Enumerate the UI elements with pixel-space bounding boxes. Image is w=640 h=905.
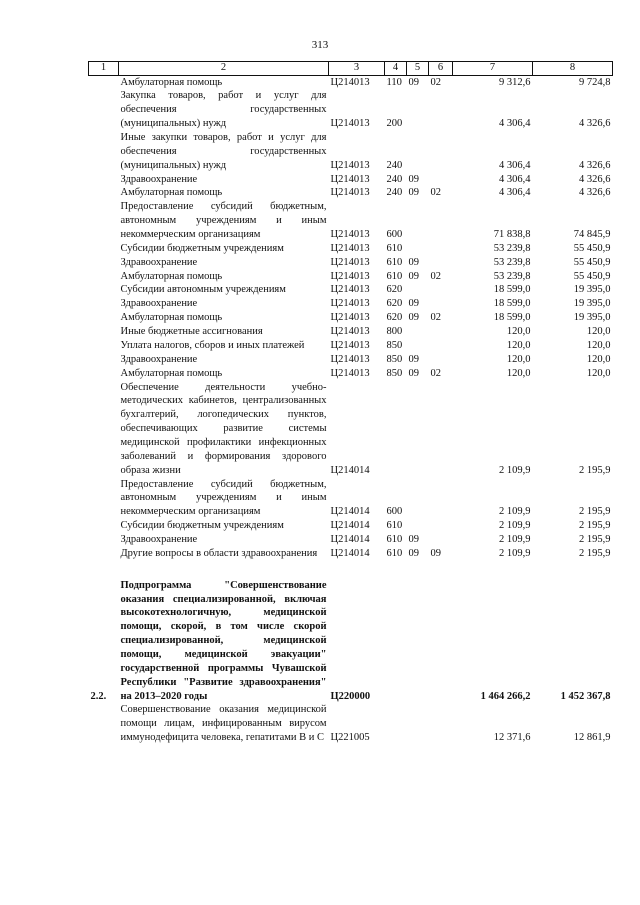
row-value-2019: 53 239,8 — [493, 270, 531, 282]
table-row — [89, 89, 613, 131]
row-col-4: 240 — [386, 187, 403, 199]
row-col-6: 02 — [430, 270, 441, 282]
row-value-2020: 4 326,6 — [579, 118, 611, 130]
budget-table — [88, 61, 613, 745]
row-col-5: 09 — [408, 187, 419, 199]
table-row — [89, 381, 613, 478]
row-name: Предоставление субсидий бюджетным, автономным учреждениям и иным некоммерческим организациям — [120, 201, 327, 241]
row-value-2020: 74 845,9 — [573, 229, 611, 241]
row-col-4 — [385, 579, 407, 704]
row-value-2019: 120,0 — [506, 353, 531, 365]
row-name: Подпрограмма "Совершенствование оказания специализированной, включая высокотехнологичную, медицинской помощи, скорой, в том числе скорой специализированной, медицинской помощи, медицинской эвакуации" государственной программы Чувашской Республики "Развитие здравоохранения" на 2013–2020 годы — [120, 579, 327, 702]
row-value-2019: 120,0 — [506, 339, 531, 351]
row-code: Ц214013 — [330, 256, 370, 268]
row-col-6 — [429, 200, 453, 242]
row-col-6: 02 — [430, 367, 441, 379]
row-name: Закупка товаров, работ и услуг для обеспечения государственных (муниципальных) нужд — [120, 90, 327, 130]
row-number — [89, 186, 119, 200]
row-col-5: 09 — [408, 256, 419, 268]
row-value-2019: 2 109,9 — [499, 464, 531, 476]
row-col-4: 610 — [386, 256, 403, 268]
row-number — [89, 339, 119, 353]
row-number: 2.2. — [90, 690, 107, 702]
header-col-2: 2 — [119, 62, 329, 76]
row-number — [89, 283, 119, 297]
row-code: Ц214013 — [330, 284, 370, 296]
row-col-6 — [429, 579, 453, 704]
row-number — [89, 173, 119, 187]
row-col-4: 600 — [386, 229, 403, 241]
table-row — [89, 579, 613, 704]
row-col-6 — [429, 283, 453, 297]
row-col-4: 200 — [386, 118, 403, 130]
row-col-6 — [429, 339, 453, 353]
row-col-5: 09 — [408, 547, 419, 559]
row-code: Ц214014 — [330, 520, 370, 532]
row-col-6 — [429, 353, 453, 367]
row-col-4: 620 — [386, 312, 403, 324]
table-row — [89, 519, 613, 533]
row-name: Субсидии бюджетным учреждениям — [120, 520, 284, 532]
row-code: Ц214013 — [330, 298, 370, 310]
row-col-6 — [429, 173, 453, 187]
row-code: Ц214013 — [330, 159, 370, 171]
header-col-4: 4 — [385, 62, 407, 76]
row-col-4: 620 — [386, 298, 403, 310]
row-value-2019: 120,0 — [506, 367, 531, 379]
row-name: Здравоохранение — [120, 173, 198, 185]
row-name: Амбулаторная помощь — [120, 367, 223, 379]
row-name: Здравоохранение — [120, 353, 198, 365]
row-col-5: 09 — [408, 76, 419, 88]
row-value-2019: 9 312,6 — [499, 76, 531, 88]
row-col-5 — [407, 703, 429, 745]
row-number — [89, 478, 119, 520]
row-value-2020: 120,0 — [586, 353, 611, 365]
header-col-8: 8 — [533, 62, 613, 76]
row-name: Амбулаторная помощь — [120, 187, 223, 199]
table-row — [89, 547, 613, 561]
row-value-2019: 71 838,8 — [493, 229, 531, 241]
row-value-2019: 53 239,8 — [493, 242, 531, 254]
table-row — [89, 533, 613, 547]
row-number — [89, 519, 119, 533]
row-name: Здравоохранение — [120, 256, 198, 268]
row-value-2020: 12 861,9 — [573, 732, 611, 744]
row-col-4: 610 — [386, 270, 403, 282]
row-value-2020: 4 326,6 — [579, 159, 611, 171]
row-name: Совершенствование оказания медицинской помощи лицам, инфицированным вирусом иммунодефицита человека, гепатитами B и C — [120, 704, 327, 744]
row-value-2019: 4 306,4 — [499, 187, 531, 199]
row-name: Обеспечение деятельности учебно-методических кабинетов, централизованных бухгалтерий, логопедических пунктов, обеспечивающих развитие системы медицинской профилактики инфекционных заболеваний и формирования здорового образа жизни — [120, 381, 327, 476]
row-value-2019: 18 599,0 — [493, 312, 531, 324]
row-col-5: 09 — [408, 173, 419, 185]
row-col-4: 610 — [386, 520, 403, 532]
row-col-4: 850 — [386, 353, 403, 365]
row-number — [89, 256, 119, 270]
row-value-2020: 2 195,9 — [579, 464, 611, 476]
row-code: Ц220000 — [330, 690, 371, 702]
row-number — [89, 131, 119, 173]
row-value-2019: 120,0 — [506, 326, 531, 338]
row-value-2020: 120,0 — [586, 326, 611, 338]
row-col-6 — [429, 325, 453, 339]
row-value-2020: 120,0 — [586, 339, 611, 351]
row-code: Ц214014 — [330, 464, 370, 476]
table-row — [89, 186, 613, 200]
row-col-4: 610 — [386, 533, 403, 545]
row-value-2020: 55 450,9 — [573, 270, 611, 282]
row-code: Ц214013 — [330, 76, 370, 88]
page-number: 313 — [311, 39, 329, 51]
row-value-2019: 18 599,0 — [493, 298, 531, 310]
row-col-4 — [385, 703, 407, 745]
row-number — [89, 270, 119, 284]
row-col-6 — [429, 89, 453, 131]
row-name: Уплата налогов, сборов и иных платежей — [120, 339, 305, 351]
table-row — [89, 283, 613, 297]
table-row — [89, 200, 613, 242]
row-name: Амбулаторная помощь — [120, 312, 223, 324]
header-col-3: 3 — [329, 62, 385, 76]
row-value-2020: 19 395,0 — [573, 284, 611, 296]
row-name: Амбулаторная помощь — [120, 76, 223, 88]
row-col-5: 09 — [408, 533, 419, 545]
row-col-5 — [407, 381, 429, 478]
row-number — [89, 533, 119, 547]
row-col-5 — [407, 89, 429, 131]
row-number — [89, 367, 119, 381]
row-code: Ц214013 — [330, 339, 370, 351]
row-col-6 — [429, 256, 453, 270]
row-value-2019: 1 464 266,2 — [480, 690, 531, 702]
row-col-4: 620 — [386, 284, 403, 296]
table-row — [89, 311, 613, 325]
row-name: Иные бюджетные ассигнования — [120, 326, 263, 338]
row-col-5: 09 — [408, 298, 419, 310]
table-row — [89, 75, 613, 89]
row-name: Субсидии бюджетным учреждениям — [120, 242, 284, 254]
row-col-5 — [407, 242, 429, 256]
row-col-4: 850 — [386, 367, 403, 379]
row-value-2020: 55 450,9 — [573, 242, 611, 254]
row-value-2020: 19 395,0 — [573, 298, 611, 310]
table-row — [89, 256, 613, 270]
row-name: Здравоохранение — [120, 298, 198, 310]
row-col-6: 02 — [430, 312, 441, 324]
row-col-5: 09 — [408, 367, 419, 379]
row-value-2020: 19 395,0 — [573, 312, 611, 324]
spacer-cell — [89, 561, 613, 579]
row-col-4: 800 — [386, 326, 403, 338]
row-col-5: 09 — [408, 353, 419, 365]
table-row — [89, 478, 613, 520]
table-row — [89, 367, 613, 381]
row-code: Ц214013 — [330, 187, 370, 199]
row-col-5: 09 — [408, 312, 419, 324]
row-col-5 — [407, 339, 429, 353]
row-col-6: 09 — [430, 547, 441, 559]
row-code: Ц214014 — [330, 533, 370, 545]
row-number — [89, 703, 119, 745]
row-code: Ц214014 — [330, 547, 370, 559]
table-row — [89, 325, 613, 339]
row-code: Ц214013 — [330, 312, 370, 324]
table-row — [89, 297, 613, 311]
row-value-2020: 2 195,9 — [579, 520, 611, 532]
row-col-4: 240 — [386, 173, 403, 185]
row-value-2020: 120,0 — [586, 367, 611, 379]
row-name: Субсидии автономным учреждениям — [120, 284, 286, 296]
row-value-2020: 2 195,9 — [579, 533, 611, 545]
row-col-6 — [429, 381, 453, 478]
row-code: Ц214013 — [330, 367, 370, 379]
row-value-2019: 2 109,9 — [499, 533, 531, 545]
row-code: Ц214013 — [330, 242, 370, 254]
row-col-4: 850 — [386, 339, 403, 351]
table-row — [89, 353, 613, 367]
row-value-2019: 18 599,0 — [493, 284, 531, 296]
row-col-5 — [407, 283, 429, 297]
table-row — [89, 242, 613, 256]
row-value-2019: 2 109,9 — [499, 547, 531, 559]
row-col-4 — [385, 381, 407, 478]
row-col-4: 610 — [386, 547, 403, 559]
row-col-5 — [407, 519, 429, 533]
header-col-6: 6 — [429, 62, 453, 76]
table-row — [89, 173, 613, 187]
row-value-2020: 4 326,6 — [579, 173, 611, 185]
row-col-6 — [429, 242, 453, 256]
table-row — [89, 339, 613, 353]
row-col-4: 110 — [386, 76, 402, 88]
row-col-5 — [407, 579, 429, 704]
table-row — [89, 270, 613, 284]
header-col-5: 5 — [407, 62, 429, 76]
row-col-6 — [429, 519, 453, 533]
header-col-1: 1 — [89, 62, 119, 76]
row-value-2019: 2 109,9 — [499, 520, 531, 532]
row-code: Ц214013 — [330, 229, 370, 241]
row-code: Ц221005 — [330, 732, 370, 744]
row-col-5 — [407, 325, 429, 339]
row-number — [89, 75, 119, 89]
row-value-2019: 4 306,4 — [499, 118, 531, 130]
row-code: Ц214013 — [330, 173, 370, 185]
row-code: Ц214013 — [330, 270, 370, 282]
row-value-2020: 55 450,9 — [573, 256, 611, 268]
row-col-6: 02 — [430, 187, 441, 199]
row-number — [89, 89, 119, 131]
row-value-2020: 9 724,8 — [579, 76, 611, 88]
table-row — [89, 131, 613, 173]
row-name: Амбулаторная помощь — [120, 270, 223, 282]
row-col-5: 09 — [408, 270, 419, 282]
row-name: Предоставление субсидий бюджетным, автономным учреждениям и иным некоммерческим организациям — [120, 478, 327, 518]
row-value-2019: 12 371,6 — [493, 732, 531, 744]
row-name: Иные закупки товаров, работ и услуг для обеспечения государственных (муниципальных) нужд — [120, 132, 327, 171]
table-header — [89, 62, 613, 76]
row-col-6 — [429, 131, 453, 173]
table-body — [89, 75, 613, 745]
row-col-6 — [429, 297, 453, 311]
row-col-6 — [429, 478, 453, 520]
table-row — [89, 703, 613, 745]
row-col-6: 02 — [430, 76, 441, 88]
row-name: Здравоохранение — [120, 533, 198, 545]
header-col-7: 7 — [453, 62, 533, 76]
row-code: Ц214014 — [330, 506, 370, 518]
row-value-2019: 4 306,4 — [499, 173, 531, 185]
row-code: Ц214013 — [330, 118, 370, 130]
row-value-2020: 2 195,9 — [579, 506, 611, 518]
row-number — [89, 381, 119, 478]
spacer-row — [89, 561, 613, 579]
row-value-2019: 2 109,9 — [499, 506, 531, 518]
row-col-4: 600 — [386, 506, 403, 518]
row-col-4: 240 — [386, 159, 403, 171]
row-number — [89, 200, 119, 242]
row-number — [89, 547, 119, 561]
row-col-5 — [407, 131, 429, 173]
row-col-6 — [429, 703, 453, 745]
row-number — [89, 242, 119, 256]
row-value-2019: 53 239,8 — [493, 256, 531, 268]
row-col-5 — [407, 200, 429, 242]
row-number — [89, 311, 119, 325]
row-number — [89, 297, 119, 311]
row-value-2019: 4 306,4 — [499, 159, 531, 171]
row-col-4: 610 — [386, 242, 403, 254]
row-code: Ц214013 — [330, 326, 370, 338]
row-value-2020: 4 326,6 — [579, 187, 611, 199]
row-col-6 — [429, 533, 453, 547]
row-value-2020: 1 452 367,8 — [560, 690, 611, 702]
row-code: Ц214013 — [330, 353, 370, 365]
row-col-5 — [407, 478, 429, 520]
row-name: Другие вопросы в области здравоохранения — [120, 547, 318, 559]
row-number — [89, 325, 119, 339]
row-value-2020: 2 195,9 — [579, 547, 611, 559]
row-number — [89, 353, 119, 367]
